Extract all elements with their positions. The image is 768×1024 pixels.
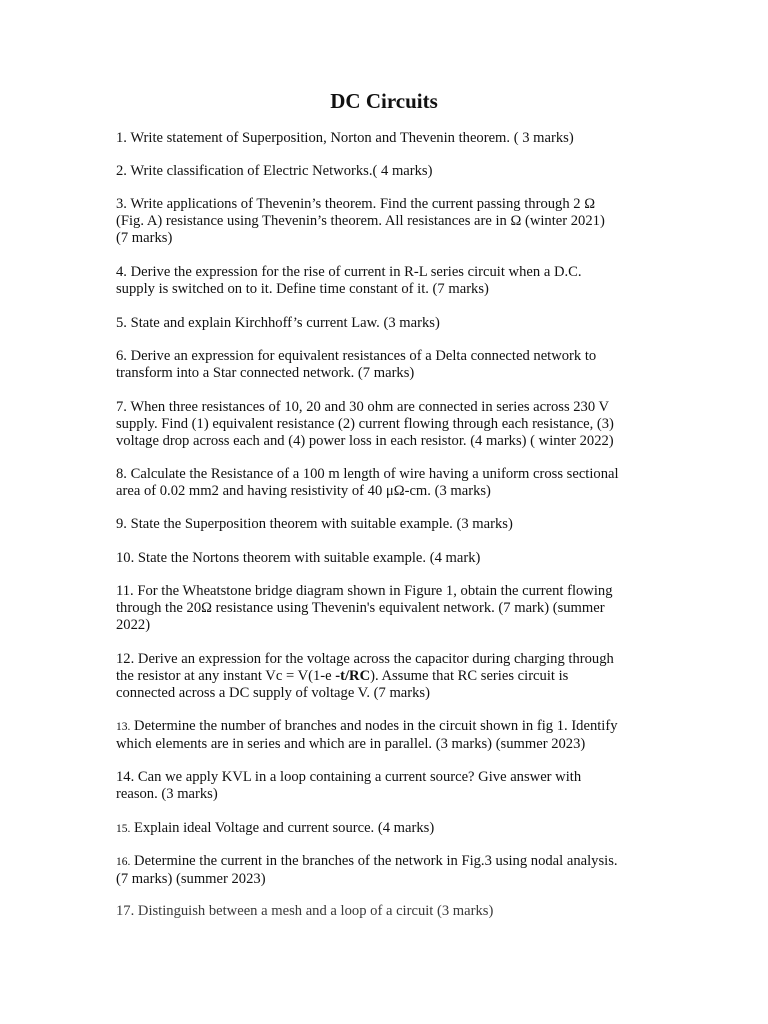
question-text: Write classification of Electric Networks.( 4 marks) <box>130 163 433 179</box>
question-number: 3. <box>116 196 127 212</box>
question-text: When three resistances of 10, 20 and 30 ohm are connected in series across 230 V supply. Find (1) equivalent resistance (2) current flowing through each resistance, (3) voltage drop across each and (4) power loss in each resistor. (4 marks) ( winter 2022) <box>116 399 614 449</box>
question-15 <box>116 820 656 838</box>
question-text: Can we apply KVL in a loop containing a current source? Give answer with reason. (3 marks) <box>116 769 582 802</box>
question-text: State and explain Kirchhoff’s current Law. (3 marks) <box>130 315 440 331</box>
question-4 <box>116 264 656 298</box>
question-number: 14. <box>116 769 135 785</box>
question-1 <box>116 130 656 147</box>
question-17 <box>116 903 656 920</box>
question-text: Calculate the Resistance of a 100 m length of wire having a uniform cross sectional area of 0.02 mm2 and having resistivity of 40 μΩ-cm. (3 marks) <box>116 466 619 499</box>
question-text: For the Wheatstone bridge diagram shown in Figure 1, obtain the current flowing through the 20Ω resistance using Thevenin's equivalent network. (7 mark) (summer 2022) <box>116 583 613 633</box>
question-2 <box>116 163 656 180</box>
question-text: Write statement of Superposition, Norton and Thevenin theorem. ( 3 marks) <box>130 130 574 146</box>
question-10 <box>116 550 656 567</box>
question-text: Distinguish between a mesh and a loop of a circuit (3 marks) <box>137 903 494 919</box>
question-number: 5. <box>116 315 127 331</box>
question-number: 1. <box>116 130 127 146</box>
question-7 <box>116 399 656 450</box>
question-5 <box>116 315 656 332</box>
question-number: 8. <box>116 466 127 482</box>
page-title: DC Circuits <box>330 89 438 113</box>
question-text: State the Superposition theorem with suitable example. (3 marks) <box>130 516 513 532</box>
question-number: 7. <box>116 399 127 415</box>
question-number: 2. <box>116 163 127 179</box>
question-number: 15. <box>116 823 131 835</box>
question-12 <box>116 651 656 702</box>
question-number: 4. <box>116 264 127 280</box>
question-text: Explain ideal Voltage and current source. (4 marks) <box>134 820 435 836</box>
question-6 <box>116 348 656 382</box>
question-text: Determine the current in the branches of the network in Fig.3 using nodal analysis. (7 marks) (summer 2023) <box>116 853 618 887</box>
exponent-text: -t/RC <box>335 668 371 684</box>
question-number: 6. <box>116 348 127 364</box>
question-text: Determine the number of branches and nodes in the circuit shown in fig 1. Identify which elements are in series and which are in parallel. (3 marks) (summer 2023) <box>116 718 618 752</box>
question-number: 10. <box>116 550 135 566</box>
question-number: 9. <box>116 516 127 532</box>
question-number: 17. <box>116 903 135 919</box>
question-number: 11. <box>116 583 134 599</box>
question-text: Derive an expression for equivalent resistances of a Delta connected network to transform into a Star connected network. (7 marks) <box>116 348 597 381</box>
question-9 <box>116 516 656 533</box>
question-13 <box>116 718 656 753</box>
question-number: 12. <box>116 651 135 667</box>
question-text: State the Nortons theorem with suitable example. (4 mark) <box>137 550 481 566</box>
question-text-end: ). Assume that RC series circuit is connected across a DC supply of voltage V. (7 marks) <box>116 668 569 701</box>
question-text: Derive the expression for the rise of current in R-L series circuit when a D.C. supply is switched on to it. Define time constant of it. (7 marks) <box>116 264 582 297</box>
question-8 <box>116 466 656 500</box>
question-3 <box>116 196 656 247</box>
question-14 <box>116 769 656 803</box>
question-text-start: Derive an expression for the voltage across the capacitor during charging through the resistor at any instant Vc = V(1-e <box>116 651 614 684</box>
question-number: 16. <box>116 856 131 868</box>
question-text: Write applications of Thevenin’s theorem. Find the current passing through 2 Ω (Fig. A) resistance using Thevenin’s theorem. All resistances are in Ω (winter 2021) (7 marks) <box>116 196 605 246</box>
question-16 <box>116 853 656 888</box>
question-11 <box>116 583 656 634</box>
question-number: 13. <box>116 721 131 733</box>
